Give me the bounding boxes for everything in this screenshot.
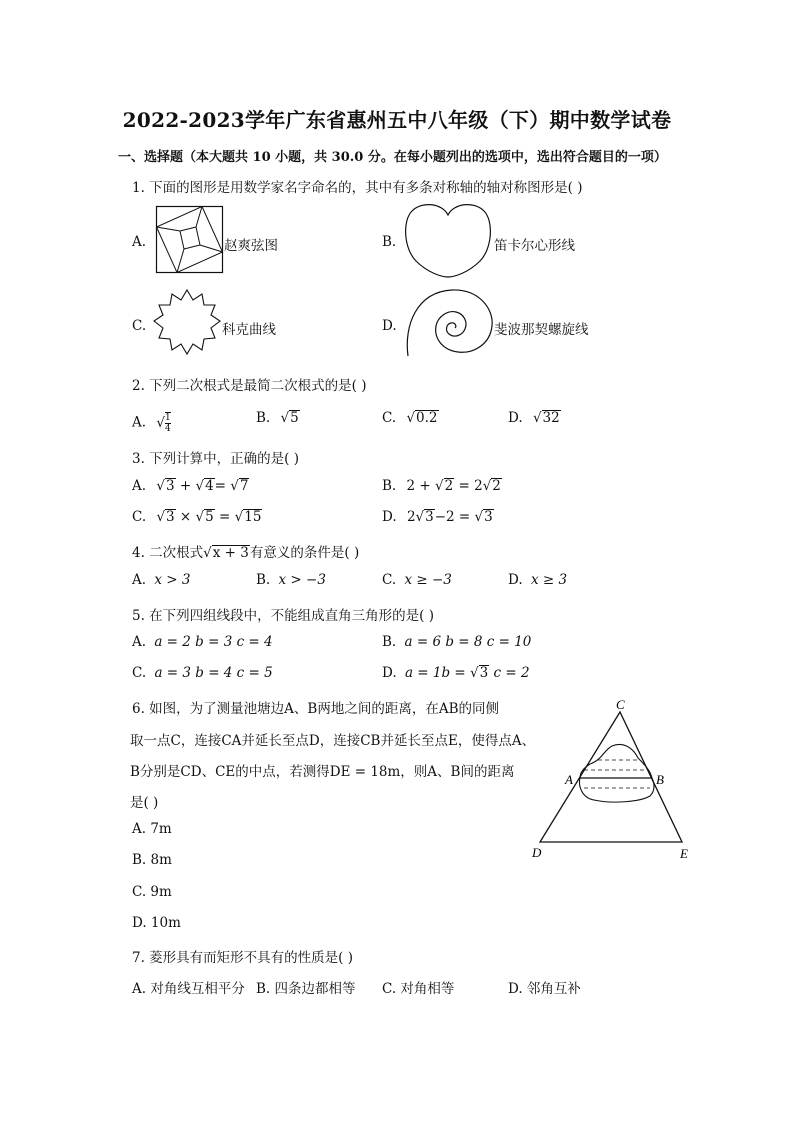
q2-option-d: D. √32 [508, 410, 560, 426]
label-e: E [680, 846, 688, 861]
q2-c-radicand: 0.2 [416, 410, 438, 426]
q4-stem: 4. 二次根式√x + 3有意义的条件是( ) [132, 545, 360, 561]
q7-option-b: B. 四条边都相等 [256, 981, 356, 997]
label-c: C [616, 697, 625, 712]
q7-option-a: A. 对角线互相平分 [132, 981, 245, 997]
q6-line-2: 取一点C，连接CA并延长至点D，连接CB并延长至点E，使得点A、 [130, 733, 536, 749]
q5-a-text: a = 2 b = 3 c = 4 [154, 634, 273, 650]
q1-option-a-letter: A. [132, 234, 147, 250]
q7-option-d: D. 邻角互补 [508, 981, 581, 997]
q3-c-operator: × [175, 509, 196, 525]
q4-option-b [256, 572, 326, 588]
q3-option-b: B. 2 + √2 = 2√2 [382, 478, 501, 494]
q4-option-d [508, 572, 567, 588]
q2-b-radicand: 5 [290, 410, 299, 426]
zhao-shuang-figure [156, 206, 224, 274]
q4-b-letter: B. [256, 572, 271, 588]
q5-c-letter: C. [132, 665, 147, 681]
q3-b-equals: = 2 [454, 478, 483, 494]
q1-option-c-letter: C. [132, 318, 147, 334]
q6-option-a: A. 7m [132, 821, 172, 837]
q3-c-radicand-1: 3 [166, 509, 175, 525]
q1-option-a-caption: 赵爽弦图 [224, 238, 278, 254]
exam-title: 2022-2023学年广东省惠州五中八年级（下）期中数学试卷 [122, 108, 672, 132]
q3-c-radicand-3: 15 [244, 509, 262, 525]
q3-b-letter: B. [382, 478, 397, 494]
q4-d-text: x ≥ 3 [530, 572, 568, 588]
q3-a-radicand-1: 3 [165, 478, 175, 494]
q2-stem: 2. 下列二次根式是最简二次根式的是( ) [132, 378, 367, 394]
q2-a-numerator: 1 [164, 413, 171, 423]
q3-a-letter: A. [132, 478, 147, 494]
label-a: A [565, 772, 573, 787]
q2-d-letter: D. [508, 410, 523, 426]
q3-d-middle: −2 = [434, 509, 475, 525]
q5-option-d: D. a = 1b = √3 c = 2 [382, 665, 530, 681]
q3-option-c: C. √3 × √5 = √15 [132, 509, 262, 525]
q3-c-letter: C. [132, 509, 147, 525]
q6-option-c: C. 9m [132, 884, 172, 900]
q5-c-text: a = 3 b = 4 c = 5 [154, 665, 273, 681]
cardioid-figure [402, 201, 494, 279]
q6-option-b: B. 8m [132, 852, 172, 868]
q5-d-letter: D. [382, 665, 397, 681]
q2-option-b: B. √5 [256, 410, 299, 426]
q3-c-radicand-2: 5 [205, 509, 214, 525]
label-d: D [532, 845, 542, 860]
pond-triangle-figure [528, 694, 698, 866]
q3-option-d: D. 2√3−2 = √3 [382, 509, 493, 525]
q6-line-4: 是( ) [130, 795, 159, 811]
q1-stem: 1. 下面的图形是用数学家名字命名的，其中有多条对称轴的轴对称图形是( ) [132, 180, 583, 196]
q1-option-c-caption: 科克曲线 [222, 322, 276, 338]
q5-stem: 5. 在下列四组线段中，不能组成直角三角形的是( ) [132, 608, 434, 624]
q5-a-letter: A. [132, 634, 147, 650]
koch-curve-figure [152, 288, 222, 362]
q3-b-prefix: 2 + [406, 478, 435, 494]
q6-option-d: D. 10m [132, 915, 181, 931]
q3-d-prefix: 2 [406, 509, 416, 525]
q4-c-text: x ≥ −3 [404, 572, 452, 588]
q1-option-b-letter: B. [382, 234, 397, 250]
q3-d-radicand-1: 3 [425, 509, 434, 525]
q4-stem-suffix: 有意义的条件是( ) [249, 545, 360, 561]
q4-a-text: x > 3 [154, 572, 191, 588]
q2-option-c: C. √0.2 [382, 410, 438, 426]
q4-option-c [382, 572, 452, 588]
q5-option-c [132, 665, 273, 681]
q4-c-letter: C. [382, 572, 397, 588]
q7-stem: 7. 菱形具有而矩形不具有的性质是( ) [132, 950, 353, 966]
q3-b-radicand-1: 2 [444, 478, 454, 494]
q4-b-text: x > −3 [278, 572, 326, 588]
q3-a-radicand-3: 7 [239, 478, 249, 494]
q5-d-radicand: 3 [479, 665, 489, 681]
q5-b-text: a = 6 b = 8 c = 10 [404, 634, 532, 650]
q4-d-letter: D. [508, 572, 523, 588]
fibonacci-spiral-figure [402, 286, 496, 358]
q3-b-radicand-2: 2 [492, 478, 501, 494]
q3-a-equals: = [214, 478, 231, 494]
q6-line-3: B分别是CD、CE的中点，若测得DE = 18m，则A、B间的距离 [130, 764, 515, 780]
q1-option-d-caption: 斐波那契螺旋线 [494, 322, 589, 338]
q4-stem-radicand: x + 3 [212, 545, 249, 561]
q5-option-a [132, 634, 273, 650]
q5-d-prefix: a = 1b = [404, 665, 471, 681]
q7-option-c: C. 对角相等 [382, 981, 455, 997]
q2-a-denominator: 4 [164, 424, 171, 434]
q3-a-radicand-2: 4 [205, 478, 214, 494]
q2-c-letter: C. [382, 410, 397, 426]
q1-option-b-caption: 笛卡尔心形线 [494, 238, 575, 254]
q2-option-a: A. √ $\frac{1}{4}$ [132, 413, 171, 434]
q4-a-letter: A. [132, 572, 147, 588]
q2-d-radicand: 32 [542, 410, 560, 426]
q3-option-a: A. √3 + √4= √7 [132, 478, 249, 494]
q5-d-suffix: c = 2 [489, 665, 530, 681]
q3-a-operator: + [175, 478, 196, 494]
q1-option-d-letter: D. [382, 318, 397, 334]
q3-d-letter: D. [382, 509, 397, 525]
q2-a-letter: A. [132, 414, 147, 431]
q3-stem: 3. 下列计算中，正确的是( ) [132, 451, 299, 467]
q4-stem-prefix: 4. 二次根式 [132, 545, 204, 561]
q3-c-equals: = [214, 509, 235, 525]
q5-option-b [382, 634, 531, 650]
pond-outline [580, 745, 654, 803]
q6-line-1: 6. 如图，为了测量池塘边A、B两地之间的距离，在AB的同侧 [132, 701, 500, 717]
q4-option-a [132, 572, 190, 588]
q3-d-radicand-2: 3 [484, 509, 493, 525]
q2-b-letter: B. [256, 410, 271, 426]
label-b: B [656, 772, 664, 787]
q5-b-letter: B. [382, 634, 397, 650]
section-heading: 一、选择题（本大题共 10 小题，共 30.0 分。在每小题列出的选项中，选出符合题目的一项） [118, 150, 667, 165]
